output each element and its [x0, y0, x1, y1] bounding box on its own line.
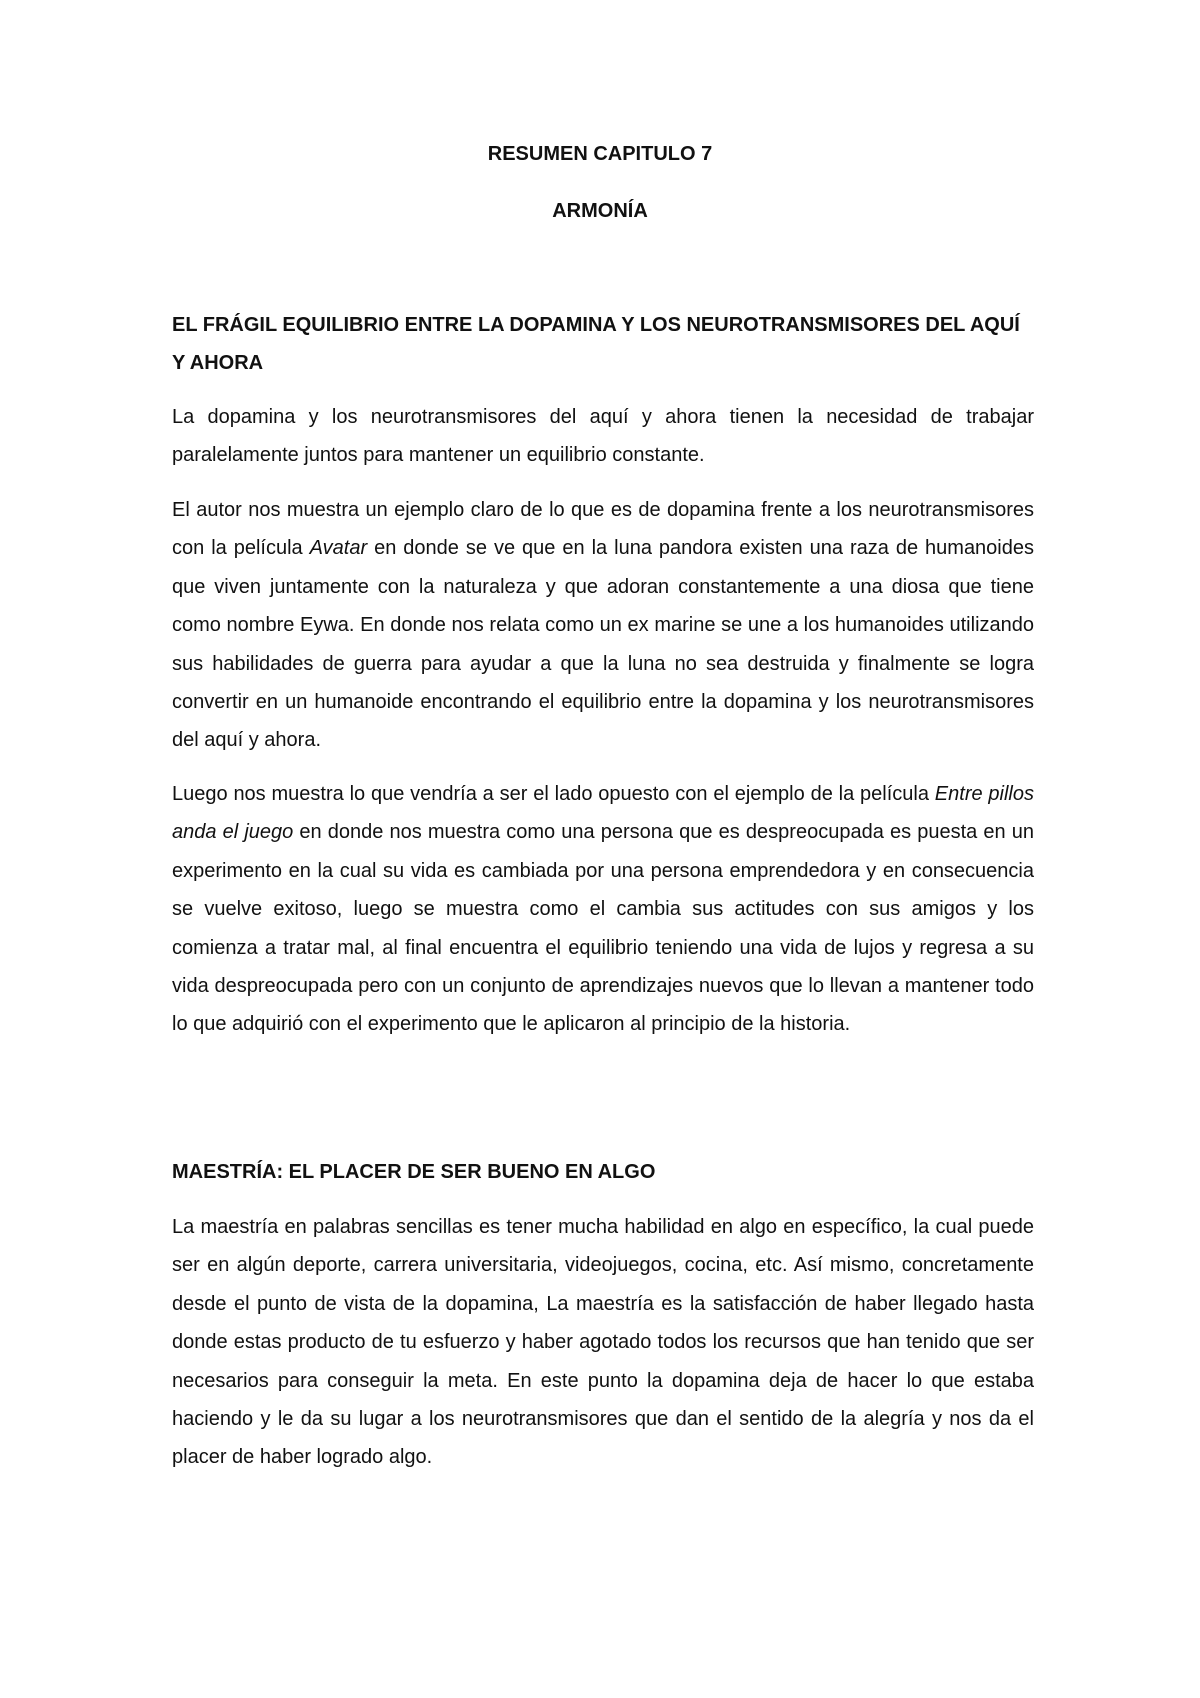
- film-title-avatar: Avatar: [309, 537, 368, 560]
- document-subtitle: ARMONÍA: [552, 200, 648, 222]
- paragraph-text: en donde nos muestra como una persona que es despreocupada es puesta en un experimento en la cual su vida es cambiada por una persona emprendedora y en consecuencia se vuelve exitoso, luego se muestra como el cambia sus actitudes con sus amigos y los comienza a tratar mal, al final encuentra el equilibrio teniendo una vida de lujos y regresa a su vida despreocupada pero con un conjunto de aprendizajes nuevos que lo llevan a mantener todo lo que adquirió con el experimento que le aplicaron al principio de la historia.: [172, 821, 1034, 1036]
- paragraph: [172, 491, 1034, 760]
- paragraph-text: Luego nos muestra lo que vendría a ser el lado opuesto con el ejemplo de la película: [172, 783, 935, 805]
- paragraph: [172, 775, 1034, 1044]
- section-heading-equilibrio: EL FRÁGIL EQUILIBRIO ENTRE LA DOPAMINA Y LOS NEUROTRANSMISORES DEL AQUÍ Y AHORA: [172, 314, 1020, 374]
- paragraph-text: El autor nos muestra un ejemplo claro de lo que es de dopamina frente a los neurotransmisores con la película: [172, 499, 1034, 560]
- document-title: RESUMEN CAPITULO 7: [487, 143, 713, 165]
- film-title-entre-pillos: Entre pillos anda el juego: [172, 783, 1034, 844]
- paragraph: La maestría en palabras sencillas es tener mucha habilidad en algo en específico, la cual puede ser en algún deporte, carrera universitaria, videojuegos, cocina, etc. Así mismo, concretamente desde el punto de vista de la dopamina, La maestría es la satisfacción de haber llegado hasta donde estas producto de tu esfuerzo y haber agotado todos los recursos que han tenido que ser necesarios para conseguir la meta. En este punto la dopamina deja de hacer lo que estaba haciendo y le da su lugar a los neurotransmisores que dan el sentido de la alegría y nos da el placer de haber logrado algo.: [172, 1216, 1034, 1469]
- section-heading-maestria: MAESTRÍA: EL PLACER DE SER BUENO EN ALGO: [172, 1161, 656, 1183]
- paragraph-text: en donde se ve que en la luna pandora existen una raza de humanoides que viven juntamente con la naturaleza y que adoran constantemente a una diosa que tiene como nombre Eywa. En donde nos relata como un ex marine se une a los humanoides utilizando sus habilidades de guerra para ayudar a que la luna no sea destruida y finalmente se logra convertir en un humanoide encontrando el equilibrio entre la dopamina y los neurotransmisores del aquí y ahora.: [172, 537, 1034, 752]
- paragraph: La dopamina y los neurotransmisores del aquí y ahora tienen la necesidad de trabajar paralelamente juntos para mantener un equilibrio constante.: [172, 406, 1034, 467]
